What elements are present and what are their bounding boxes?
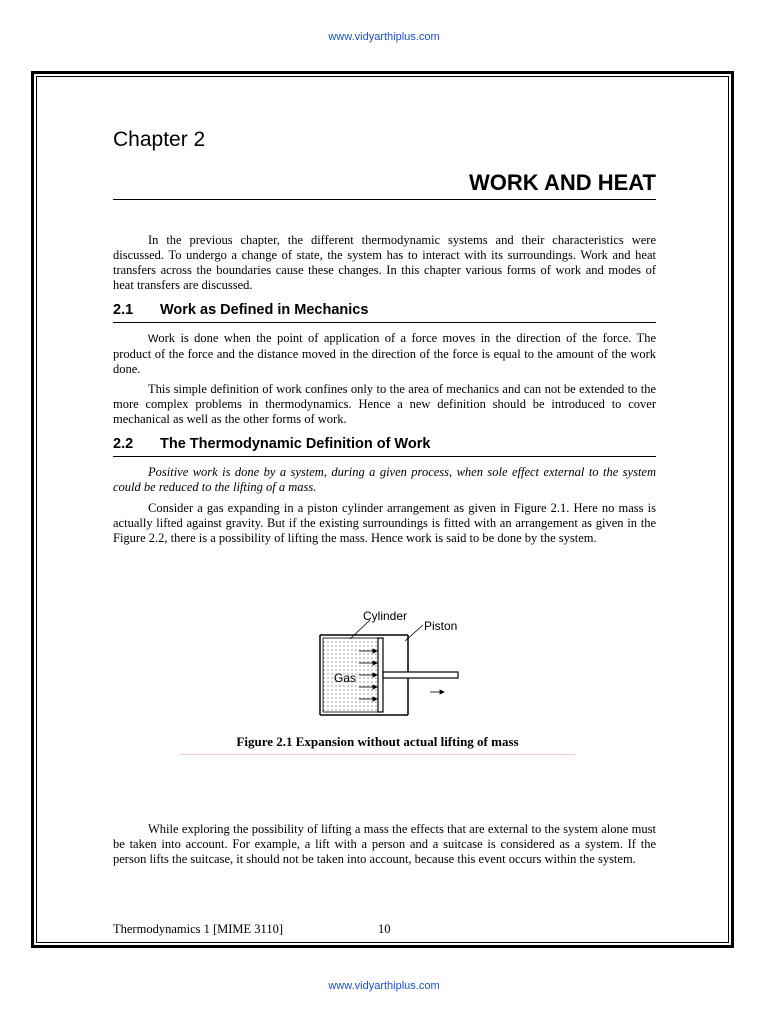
- section-2-2-title: The Thermodynamic Definition of Work: [160, 436, 431, 452]
- figure-label-gas: Gas: [334, 671, 357, 685]
- drop-initial: W: [148, 333, 159, 345]
- chapter-title: WORK AND HEAT: [113, 170, 656, 200]
- intro-paragraph: In the previous chapter, the different thermodynamic systems and their characteristics were discussed. To undergo a change of state, the system has to interact with its surroundings. Work and heat transfers across the boundaries cause these changes. In this chapter various forms of work and modes of heat transfers are discussed.: [113, 233, 656, 292]
- work-definition: Positive work is done by a system, during a given process, when sole effect external to the system could be reduced to the lifting of a mass.: [113, 465, 656, 494]
- figure-label-cylinder: Cylinder: [363, 609, 408, 623]
- section-2-2-heading: [113, 436, 656, 457]
- section-2-1-paragraph-1: Work is done when the point of application of a force moves in the direction of the force. The product of the force and the distance moved in the direction of the force is equal to the amount of the work done.: [113, 331, 656, 376]
- footer-course: Thermodynamics 1 [MIME 3110]: [113, 922, 283, 936]
- figure-caption: Figure 2.1 Expansion without actual lifting of mass: [180, 734, 575, 755]
- section-2-2-paragraph-1: Consider a gas expanding in a piston cylinder arrangement as given in Figure 2.1. Here no mass is actually lifted against gravity. But if the existing surroundings is fitted with an arrangement as given in the Figure 2.2, there is a possibility of lifting the mass. Hence work is said to be done by the system.: [113, 501, 656, 545]
- section-2-1-title: Work as Defined in Mechanics: [160, 302, 369, 318]
- page-footer: [113, 922, 391, 937]
- section-2-2-number: 2.2: [113, 436, 134, 452]
- chapter-label: Chapter 2: [113, 128, 206, 151]
- header-url[interactable]: www.vidyarthiplus.com: [328, 31, 440, 43]
- footer-url[interactable]: www.vidyarthiplus.com: [328, 980, 440, 992]
- section-2-1-paragraph-2: This simple definition of work confines only to the area of mechanics and can not be extended to the more complex problems in thermodynamics. Hence a new definition should be introduced to cover mechanical as well as the other forms of work.: [113, 382, 656, 426]
- piston-cylinder-figure: [315, 605, 475, 720]
- section-2-1-number: 2.1: [113, 302, 134, 318]
- figure-label-piston: Piston: [424, 619, 458, 633]
- page-number: 10: [378, 922, 391, 936]
- closing-paragraph: While exploring the possibility of lifting a mass the effects that are external to the system alone must be taken into account. For example, a lift with a person and a suitcase is considered as a system. If the person lifts the suitcase, it should not be taken into account, because this event occurs within the system.: [113, 822, 656, 866]
- section-2-1-heading: [113, 302, 656, 323]
